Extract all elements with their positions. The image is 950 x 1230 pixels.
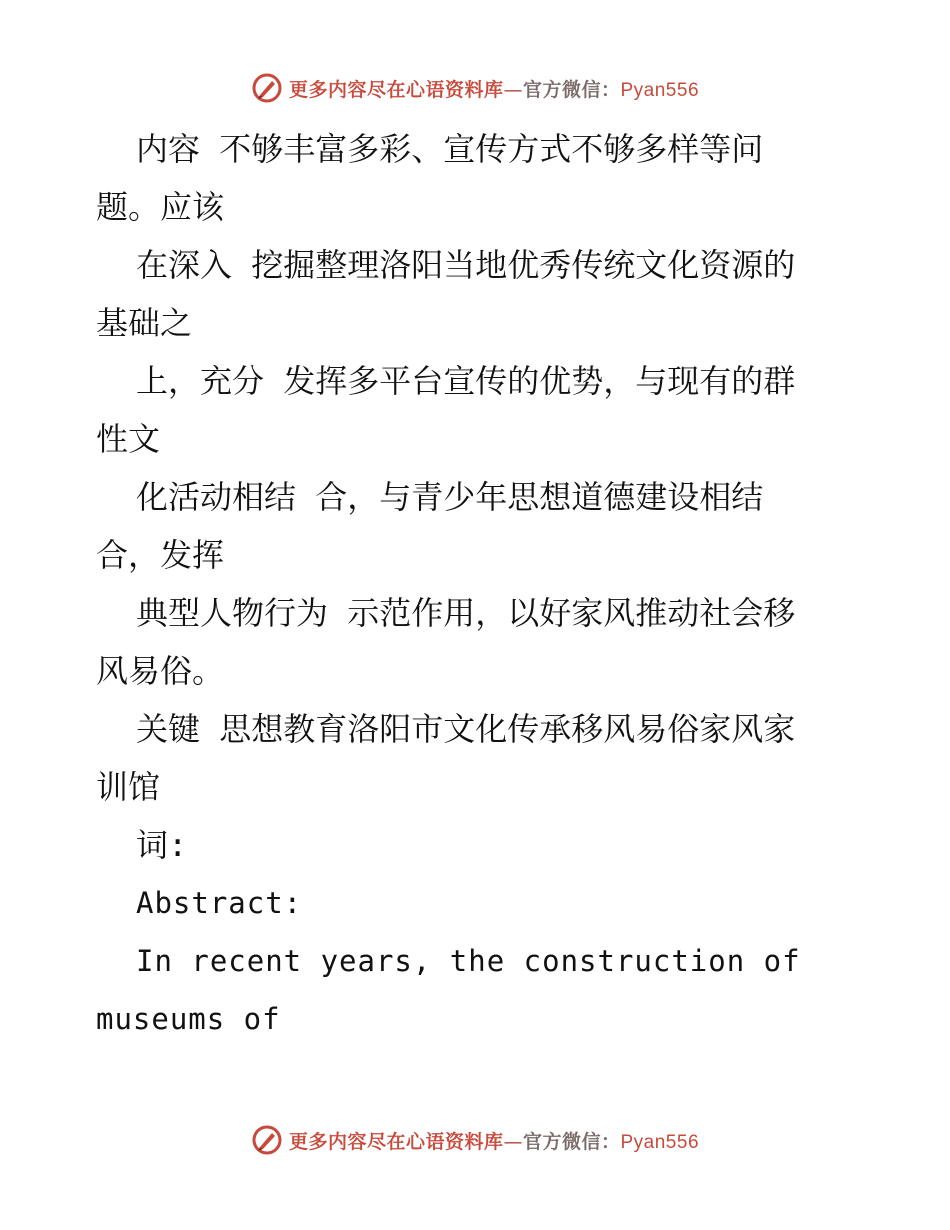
footer-watermark-banner xyxy=(0,1124,950,1156)
banner-wechat-id: Pyan556 xyxy=(620,79,700,101)
header-watermark-banner xyxy=(0,72,950,104)
text-line: museums of xyxy=(96,1002,281,1036)
text-line: 在深入 挖掘整理洛阳当地优秀传统文化资源的 xyxy=(136,246,796,284)
banner-wechat-label: 官方微信： xyxy=(522,78,621,101)
text-line: 基础之 xyxy=(96,304,193,342)
text-line: 题。应该 xyxy=(96,188,225,226)
banner-main-text: 更多内容尽在心语资料库 xyxy=(288,78,504,101)
abstract-heading: Abstract: xyxy=(136,886,303,920)
text-line: In recent years, the construction of xyxy=(136,944,801,978)
banner-dash: — xyxy=(503,1130,523,1153)
pen-logo-icon xyxy=(251,72,283,104)
banner-wechat-label: 官方微信： xyxy=(522,1130,621,1153)
banner-dash: — xyxy=(503,78,523,101)
banner-main-text: 更多内容尽在心语资料库 xyxy=(288,1130,504,1153)
text-line: 化活动相结 合，与青少年思想道德建设相结 xyxy=(136,478,764,516)
text-line: 性文 xyxy=(96,420,161,458)
text-line: 训馆 xyxy=(96,768,161,806)
pen-logo-icon xyxy=(251,1124,283,1156)
text-line: 风易俗。 xyxy=(96,652,225,690)
keywords-line: 关键 思想教育洛阳市文化传承移风易俗家风家 xyxy=(136,710,796,748)
text-line: 上，充分 发挥多平台宣传的优势，与现有的群 xyxy=(136,362,796,400)
text-line: 典型人物行为 示范作用，以好家风推动社会移 xyxy=(136,594,796,632)
document-body xyxy=(96,120,856,1048)
text-line: 合，发挥 xyxy=(96,536,225,574)
banner-wechat-id: Pyan556 xyxy=(620,1131,700,1153)
text-line: 内容 不够丰富多彩、宣传方式不够多样等问 xyxy=(136,130,764,168)
keywords-label: 词: xyxy=(136,826,188,864)
